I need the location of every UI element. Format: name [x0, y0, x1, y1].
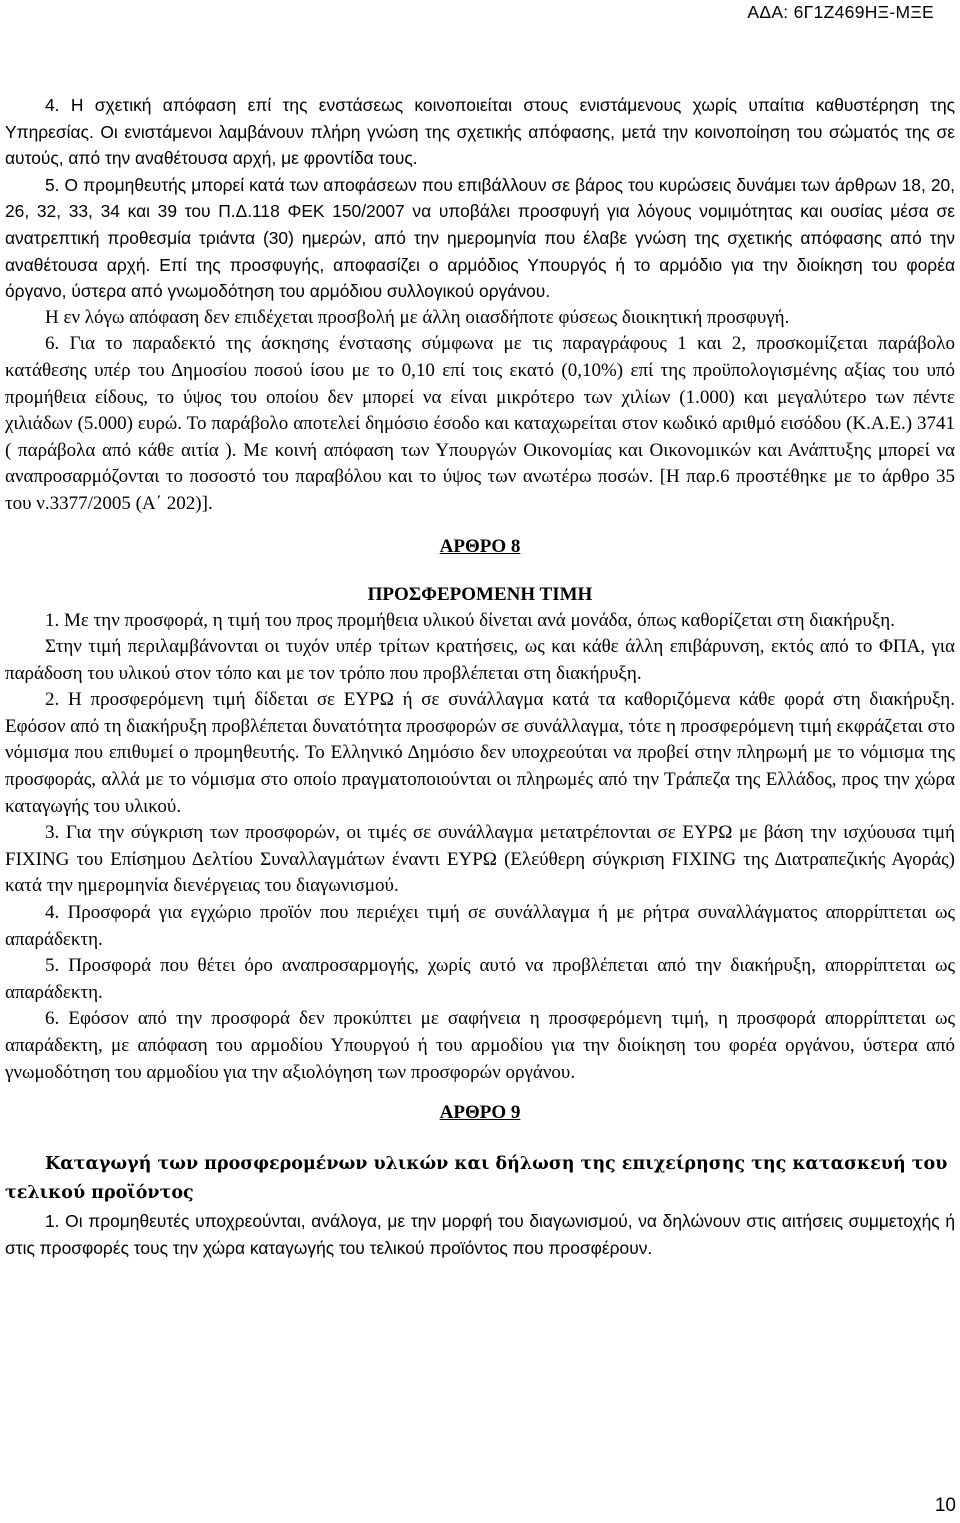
article-8-item-2: 2. Η προσφερόμενη τιμή δίδεται σε ΕΥΡΩ ή σε συνάλλαγμα κατά τα καθοριζόμενα κάθε φορά στη διακήρυξη. Εφόσον από τη διακήρυξη προβλέπεται δυνατότητα προσφορών σε συνάλλαγμα, τότε η προσφερόμενη τιμή εκφράζεται στο νόμισμα που επιθυμεί ο προμηθευτής. Το Ελληνικό Δημόσιο δεν υποχρεούται να προβεί στην πληρωμή με το νόμισμα της προσφοράς, αλλά με το νόμισμα στο οποίο πραγματοποιούνται οι πληρωμές από την Τράπεζα της Ελλάδος, προς την χώρα καταγωγής του υλικού.	[5, 689, 955, 817]
article-8-subtitle: ΠΡΟΣΦΕΡΟΜΕΝΗ ΤΙΜΗ	[367, 583, 593, 605]
document-body	[5, 92, 955, 1261]
page-number: 10	[934, 1495, 956, 1516]
paragraph-5: 5. Ο προμηθευτής μπορεί κατά των αποφάσεων που επιβάλλουν σε βάρος του κυρώσεις δυνάμει των άρθρων 18, 20, 26, 32, 33, 34 και 39 του Π.Δ.118 ΦΕΚ 150/2007 να υποβάλει προσφυγή για λόγους νομιμότητας και ουσίας μέσα σε ανατρεπτική προθεσμία τριάντα (30) ημερών, από την ημερομηνία που έλαβε γνώση της σχετικής απόφασης από την αναθέτουσα αρχή. Επί της προσφυγής, αποφασίζει ο αρμόδιος Υπουργός ή το αρμόδιο για την διοίκηση του φορέα όργανο, ύστερα από γνωμοδότηση του αρμόδιου συλλογικού οργάνου.	[5, 174, 955, 302]
ada-code: ΑΔΑ: 6Γ1Ζ469ΗΞ-ΜΞΕ	[747, 2, 934, 22]
article-9-title: ΑΡΘΡΟ 9	[439, 1102, 521, 1124]
paragraph-4: 4. Η σχετική απόφαση επί της ενστάσεως κοινοποιείται στους ενιστάμενους χωρίς υπαίτια καθυστέρηση της Υπηρεσίας. Οι ενιστάμενοι λαμβάνουν πλήρη γνώση της σχετικής απόφασης, μετά την κοινοποίηση του σώματός της σε αυτούς, από την αναθέτουσα αρχή, με φροντίδα τους.	[5, 95, 955, 169]
paragraph-5b: Η εν λόγω απόφαση δεν επιδέχεται προσβολή με άλλη οιασδήποτε φύσεως διοικητική προσφυγή.	[45, 306, 790, 328]
article-8-item-5: 5. Προσφορά που θέτει όρο αναπροσαρμογής, χωρίς αυτό να προβλέπεται από την διακήρυξη, απορρίπτεται ως απαράδεκτη.	[5, 955, 955, 1003]
article-9-subtitle: Καταγωγή των προσφερομένων υλικών και δήλωση της επιχείρησης της κατασκευή του τελικού προϊόντος	[5, 1154, 948, 1204]
article-8-item-3: 3. Για την σύγκριση των προσφορών, οι τιμές σε συνάλλαγμα μετατρέπονται σε ΕΥΡΩ με βάση την ισχύουσα τιμή FIXING του Επίσημου Δελτίου Συναλλαγμάτων έναντι ΕΥΡΩ (Ελεύθερη σύγκριση FIXING της Διατραπεζικής Αγοράς) κατά την ημερομηνία διενέργειας του διαγωνισμού.	[5, 822, 955, 897]
article-8-item-6: 6. Εφόσον από την προσφορά δεν προκύπτει με σαφήνεια η προσφερόμενη τιμή, η προσφορά απορρίπτεται ως απαράδεκτη, με απόφαση του αρμοδίου Υπουργού ή του αρμοδίου για την διοίκηση του φορέα οργάνου, ύστερα από γνωμοδότηση του αρμοδίου για την αξιολόγηση των προσφορών οργάνου.	[5, 1008, 955, 1083]
paragraph-6: 6. Για το παραδεκτό της άσκησης ένστασης σύμφωνα με τις παραγράφους 1 και 2, προσκομίζεται παράβολο κατάθεσης υπέρ του Δημοσίου ποσού ίσου με το 0,10 επί τοις εκατό (0,10%) επί της προϋπολογισμένης αξίας του υπό προμήθεια είδους, το ύψος του οποίου δεν μπορεί να είναι μικρότερο των χιλίων (1.000) και μεγαλύτερο των πέντε χιλιάδων (5.000) ευρώ. Το παράβολο αποτελεί δημόσιο έσοδο και καταχωρείται στον κωδικό αριθμό εισόδου (Κ.Α.Ε.) 3741 ( παράβολα από κάθε αιτία ). Με κοινή απόφαση των Υπουργών Οικονομίας και Οικονομικών και Ανάπτυξης μπορεί να αναπροσαρμόζονται το ποσοστό του παραβόλου και το ύψος των ανωτέρω ποσών. [Η παρ.6 προστέθηκε με το άρθρο 35 του ν.3377/2005 (Α΄ 202)].	[5, 333, 955, 514]
article-9-item-1: 1. Οι προμηθευτές υποχρεούνται, ανάλογα, με την μορφή του διαγωνισμού, να δηλώνουν στις αιτήσεις συμμετοχής ή στις προσφορές τους την χώρα καταγωγής του τελικού προϊόντος που προσφέρουν.	[5, 1211, 955, 1258]
article-8-item-1: 1. Με την προσφορά, η τιμή του προς προμήθεια υλικού δίνεται ανά μονάδα, όπως καθορίζεται στη διακήρυξη.	[45, 609, 895, 631]
article-8-title: ΑΡΘΡΟ 8	[439, 535, 521, 557]
article-8-item-4: 4. Προσφορά για εγχώριο προϊόν που περιέχει τιμή σε συνάλλαγμα ή με ρήτρα συναλλάγματος απορρίπτεται ως απαράδεκτη.	[5, 902, 955, 950]
article-8-item-1b: Στην τιμή περιλαμβάνονται οι τυχόν υπέρ τρίτων κρατήσεις, ως και κάθε άλλη επιβάρυνση, εκτός από το ΦΠΑ, για παράδοση του υλικού στον τόπο και με τον τρόπο που προβλέπεται στη διακήρυξη.	[5, 636, 955, 684]
